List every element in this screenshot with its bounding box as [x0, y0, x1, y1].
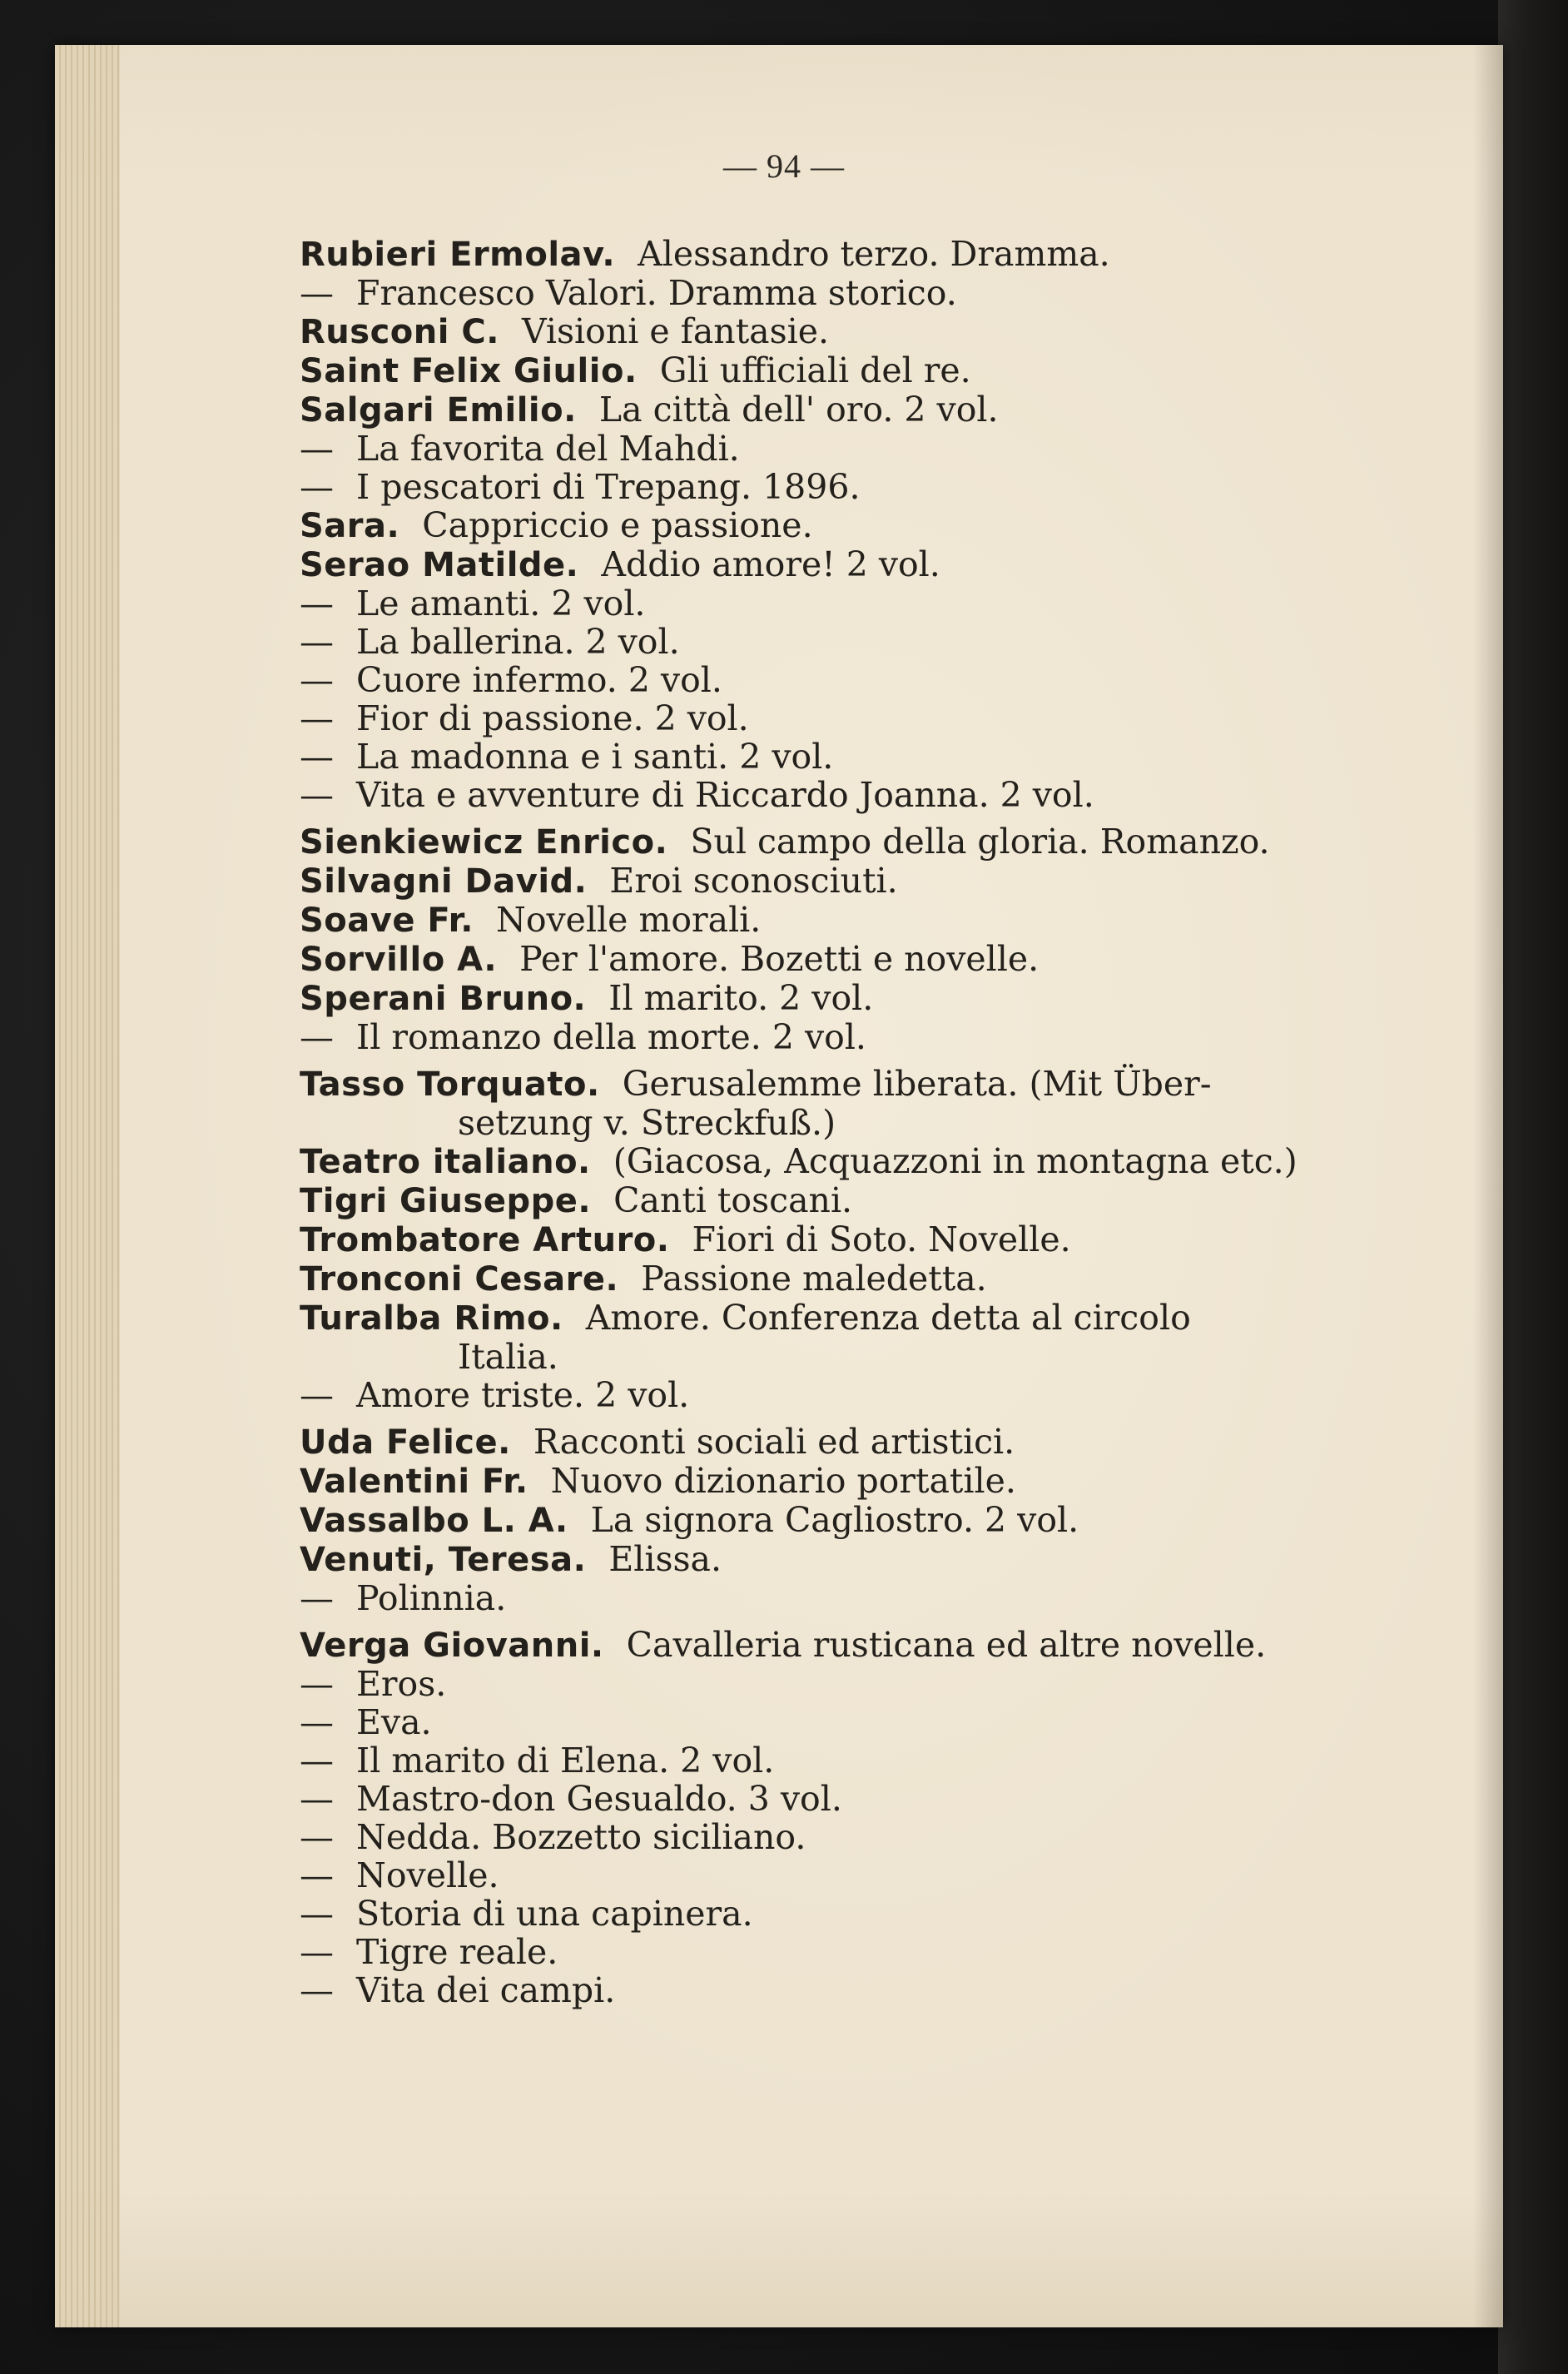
entry-author: Serao Matilde.	[300, 546, 579, 584]
catalog-entry	[300, 1818, 1382, 1856]
entry-author: Silvagni David.	[300, 862, 588, 901]
catalog-entry	[300, 1626, 1382, 1665]
entry-title: Novelle.	[356, 1855, 499, 1895]
entry-dash: —	[300, 467, 334, 507]
entry-title: Passione maledetta.	[641, 1259, 987, 1299]
entry-title: Amore. Conferenza detta al circolo	[585, 1298, 1191, 1338]
catalog-entry	[300, 862, 1382, 901]
catalog-entry	[300, 235, 1382, 274]
catalog-entry	[300, 584, 1382, 623]
entry-title: Polinnia.	[356, 1578, 507, 1618]
catalog-entry	[300, 1501, 1382, 1540]
entry-dash: —	[300, 1855, 334, 1895]
entry-author: Sara.	[300, 507, 400, 545]
entry-author: Turalba Rimo.	[300, 1299, 563, 1338]
page-stack-edge	[55, 45, 120, 2327]
catalog-entry	[300, 940, 1382, 979]
catalog-entry	[300, 545, 1382, 584]
entry-title: La madonna e i santi. 2 vol.	[356, 737, 834, 777]
entry-title: Gerusalemme liberata. (Mit Über-	[622, 1064, 1212, 1104]
entry-title: Fiori di Soto. Novelle.	[692, 1219, 1071, 1259]
entry-title: Storia di una capinera.	[356, 1894, 753, 1934]
catalog-entry	[300, 1933, 1382, 1971]
catalog-entry	[300, 351, 1382, 390]
catalog-entry	[300, 623, 1382, 661]
entry-dash: —	[300, 1970, 334, 2010]
entry-title: Per l'amore. Bozetti e novelle.	[519, 939, 1040, 979]
entry-author: Valentini Fr.	[300, 1463, 528, 1501]
entry-title: Racconti sociali ed artistici.	[533, 1422, 1015, 1462]
entry-continuation: Italia.	[458, 1337, 558, 1377]
catalog-entry	[300, 1259, 1382, 1299]
catalog-entry	[300, 661, 1382, 699]
catalog-entry	[300, 430, 1382, 468]
entry-title: Eroi sconosciuti.	[609, 861, 898, 901]
entry-title: Sul campo della gloria. Romanzo.	[690, 822, 1270, 862]
entry-title: Nedda. Bozzetto siciliano.	[356, 1817, 806, 1857]
entry-title: Addio amore! 2 vol.	[601, 544, 940, 584]
catalog-entry	[300, 1856, 1382, 1895]
entry-title: La favorita del Mahdi.	[356, 429, 740, 469]
entry-title: Cuore infermo. 2 vol.	[356, 660, 722, 700]
entry-author: Uda Felice.	[300, 1423, 511, 1462]
catalog-entry	[300, 1665, 1382, 1703]
entry-title: Gli ufficiali del re.	[659, 350, 971, 390]
entry-author: Tigri Giuseppe.	[300, 1182, 592, 1220]
entry-dash: —	[300, 1932, 334, 1972]
entry-author: Sperani Bruno.	[300, 980, 587, 1018]
catalog-entry	[300, 1895, 1382, 1933]
book-cover-edge	[1498, 0, 1568, 2374]
catalog-entry	[300, 901, 1382, 940]
catalog-entry	[300, 1780, 1382, 1818]
catalog-entry	[300, 1142, 1382, 1181]
entry-author: Venuti, Teresa.	[300, 1541, 587, 1579]
entry-author: Teatro italiano.	[300, 1143, 591, 1181]
entry-title: (Giacosa, Acquazzoni in montagna etc.)	[613, 1141, 1298, 1181]
entry-dash: —	[300, 1702, 334, 1742]
entry-title: Eros.	[356, 1664, 447, 1704]
entry-continuation: setzung v. Streckfuß.)	[458, 1103, 836, 1143]
catalog-entry	[300, 822, 1382, 862]
catalog-entry	[300, 1971, 1382, 2009]
entry-author: Sorvillo A.	[300, 941, 498, 979]
entry-dash: —	[300, 775, 334, 815]
catalog-entry	[300, 776, 1382, 814]
entry-title: Fior di passione. 2 vol.	[356, 698, 749, 738]
entry-title: Visioni e fantasie.	[522, 311, 830, 351]
entry-dash: —	[300, 1017, 334, 1057]
entry-title: Mastro-don Gesualdo. 3 vol.	[356, 1779, 842, 1819]
entry-dash: —	[300, 1375, 334, 1415]
entry-title: Le amanti. 2 vol.	[356, 584, 646, 623]
entry-dash: —	[300, 1578, 334, 1618]
catalog-entry	[300, 1703, 1382, 1741]
entry-title: Il romanzo della morte. 2 vol.	[356, 1017, 866, 1057]
catalog-entry	[300, 1018, 1382, 1056]
entry-title: Francesco Valori. Dramma storico.	[356, 273, 957, 313]
catalog-entry	[300, 979, 1382, 1018]
catalog-entries	[300, 235, 1382, 2009]
entry-author: Sienkiewicz Enrico.	[300, 823, 668, 862]
entry-title: Cavalleria rusticana ed altre novelle.	[626, 1625, 1267, 1665]
entry-title: Elissa.	[608, 1539, 722, 1579]
catalog-entry	[300, 699, 1382, 738]
entry-title: Il marito di Elena. 2 vol.	[356, 1741, 775, 1780]
entry-title: La signora Cagliostro. 2 vol.	[590, 1500, 1079, 1540]
catalog-entry	[300, 1065, 1382, 1104]
entry-dash: —	[300, 622, 334, 662]
catalog-entry	[300, 1181, 1382, 1220]
catalog-entry	[300, 468, 1382, 506]
catalog-entry	[300, 274, 1382, 312]
entry-title: I pescatori di Trepang. 1896.	[356, 467, 861, 507]
entry-title: Vita dei campi.	[356, 1970, 616, 2010]
entry-title: Canti toscani.	[613, 1180, 853, 1220]
entry-dash: —	[300, 698, 334, 738]
entry-dash: —	[300, 660, 334, 700]
entry-title: Amore triste. 2 vol.	[356, 1375, 690, 1415]
entry-title: La ballerina. 2 vol.	[356, 622, 680, 662]
entry-dash: —	[300, 1817, 334, 1857]
entry-author: Salgari Emilio.	[300, 391, 577, 430]
entry-title: Cappriccio e passione.	[422, 505, 813, 545]
entry-author: Trombatore Arturo.	[300, 1221, 670, 1259]
catalog-entry	[300, 1741, 1382, 1780]
entry-title: Vita e avventure di Riccardo Joanna. 2 vol.	[356, 775, 1094, 815]
catalog-entry	[300, 1423, 1382, 1462]
entry-title: Eva.	[356, 1702, 432, 1742]
catalog-entry	[300, 1220, 1382, 1259]
catalog-entry	[300, 1579, 1382, 1617]
entry-dash: —	[300, 1741, 334, 1780]
entry-dash: —	[300, 737, 334, 777]
entry-author: Verga Giovanni.	[300, 1627, 604, 1665]
entry-author: Rubieri Ermolav.	[300, 236, 616, 274]
entry-dash: —	[300, 273, 334, 313]
catalog-entry	[300, 1462, 1382, 1501]
catalog-entry	[300, 1299, 1382, 1338]
page-number: — 94 —	[723, 147, 845, 185]
entry-author: Rusconi C.	[300, 313, 499, 351]
entry-title: Nuovo dizionario portatile.	[550, 1461, 1016, 1501]
entry-author: Saint Felix Giulio.	[300, 352, 638, 390]
entry-title: Il marito. 2 vol.	[608, 978, 874, 1018]
catalog-entry	[300, 390, 1382, 430]
entry-dash: —	[300, 1664, 334, 1704]
catalog-entry	[300, 738, 1382, 776]
entry-author: Tronconi Cesare.	[300, 1260, 619, 1299]
entry-dash: —	[300, 1779, 334, 1819]
entry-dash: —	[300, 429, 334, 469]
entry-title: Alessandro terzo. Dramma.	[638, 234, 1110, 274]
catalog-entry	[300, 1540, 1382, 1579]
entry-title: Tigre reale.	[356, 1932, 558, 1972]
gutter-shadow	[1473, 45, 1503, 2327]
entry-dash: —	[300, 584, 334, 623]
entry-title: Novelle morali.	[495, 900, 762, 940]
catalog-entry	[300, 1376, 1382, 1414]
entry-author: Tasso Torquato.	[300, 1065, 600, 1104]
catalog-entry	[300, 506, 1382, 545]
entry-author: Vassalbo L. A.	[300, 1502, 568, 1540]
entry-author: Soave Fr.	[300, 901, 474, 940]
catalog-entry	[300, 312, 1382, 351]
entry-dash: —	[300, 1894, 334, 1934]
entry-title: La città dell' oro. 2 vol.	[598, 390, 999, 430]
